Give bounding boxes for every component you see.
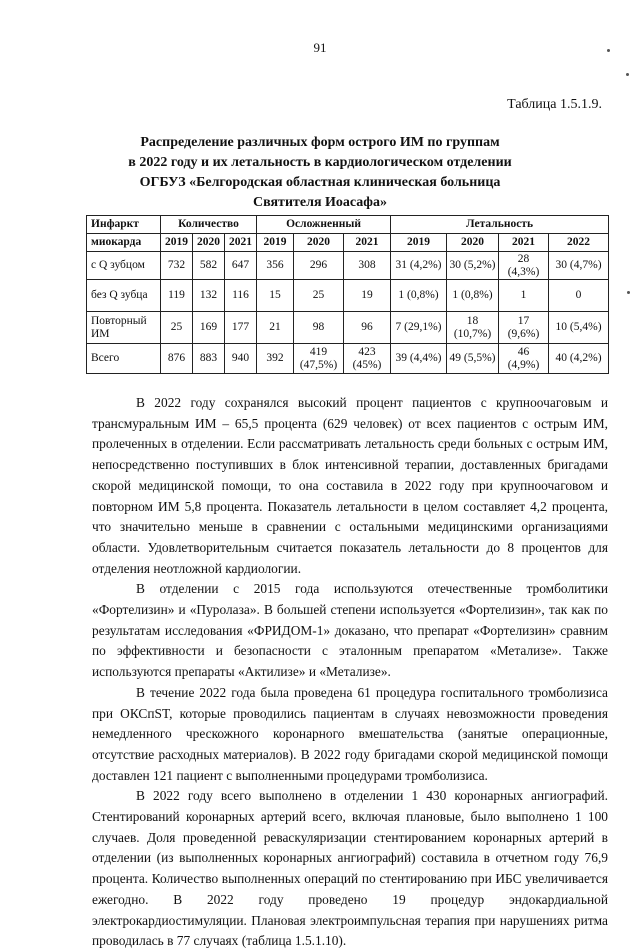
row-label: без Q зубца [87, 280, 161, 312]
header-complicated: Осложненный [257, 216, 391, 234]
row-label: с Q зубцом [87, 252, 161, 280]
table-cell: 0 [549, 280, 609, 312]
table-cell: 1 [499, 280, 549, 312]
year-cell: 2021 [344, 234, 391, 252]
year-cell: 2021 [499, 234, 549, 252]
paragraph: В течение 2022 года была проведена 61 процедура госпитального тромболизиса при ОКСпST, которые проводились пациентам в случаях невозможности проведения немедленного чрескожного коронарного вмешательства (занятые операционные, отсутствие расходных материалов). В 2022 году бригадами скорой медицинской помощи доставлен 121 пациент с выполненными процедурами тромболизиса. [92, 684, 608, 783]
table-cell: 18 (10,7%) [447, 312, 499, 344]
year-cell: 2021 [225, 234, 257, 252]
table-cell: 423 (45%) [344, 344, 391, 374]
table-cell: 1 (0,8%) [391, 280, 447, 312]
table-cell: 116 [225, 280, 257, 312]
scan-speck [607, 49, 610, 52]
year-cell: 2019 [391, 234, 447, 252]
paragraph: В 2022 году сохранялся высокий процент пациентов с крупноочаговым и трансмуральным ИМ – 65,5 процента (629 человек) от всех пациентов с острым ИМ, пролеченных в отделении. Если рассматривать летальность среди больных с острым ИМ, непосредственно поступивших в блок интенсивной терапии, доставленных бригадами скорой медицинской помощи, то она составила в 2022 году при крупноочаговом и повторном ИМ 5,8 процента. Показатель летальности в целом составляет 4,2 процента, что значительно меньше в сравнении с остальными медицинскими организациями области. Удовлетворительным считается показатель летальности до 8 процентов для отделения неотложной кардиологии. [92, 395, 608, 576]
table-cell: 10 (5,4%) [549, 312, 609, 344]
table-cell: 1 (0,8%) [447, 280, 499, 312]
table-cell: 25 [161, 312, 193, 344]
table-cell: 177 [225, 312, 257, 344]
page-number: 91 [313, 40, 327, 55]
table-cell: 647 [225, 252, 257, 280]
row-label: Повторный ИМ [87, 312, 161, 344]
table-cell: 28 (4,3%) [499, 252, 549, 280]
title-line: Распределение различных форм острого ИМ по группам [140, 135, 500, 150]
header-mortality: Летальность [391, 216, 609, 234]
table-cell: 30 (5,2%) [447, 252, 499, 280]
year-cell: 2022 [549, 234, 609, 252]
body-text [92, 393, 608, 952]
table-cell: 15 [257, 280, 294, 312]
row-label: Всего [87, 344, 161, 374]
table-cell: 21 [257, 312, 294, 344]
table-cell: 7 (29,1%) [391, 312, 447, 344]
table-cell: 30 (4,7%) [549, 252, 609, 280]
table-cell: 19 [344, 280, 391, 312]
year-cell: 2020 [447, 234, 499, 252]
year-cell: 2019 [161, 234, 193, 252]
table-title [60, 133, 580, 213]
year-cell: 2019 [257, 234, 294, 252]
table-cell: 308 [344, 252, 391, 280]
table-caption: Таблица 1.5.1.9. [507, 97, 602, 112]
title-line: Святителя Иоасафа» [253, 195, 387, 210]
table-row [87, 344, 609, 374]
table-cell: 31 (4,2%) [391, 252, 447, 280]
header-myocardium: миокарда [87, 234, 161, 252]
table-cell: 49 (5,5%) [447, 344, 499, 374]
table-cell: 940 [225, 344, 257, 374]
table-cell: 40 (4,2%) [549, 344, 609, 374]
scan-speck [626, 73, 629, 76]
table-cell: 96 [344, 312, 391, 344]
table-row [87, 312, 609, 344]
table-cell: 883 [193, 344, 225, 374]
table-cell: 356 [257, 252, 294, 280]
table-cell: 119 [161, 280, 193, 312]
table-row [87, 280, 609, 312]
table-cell: 17 (9,6%) [499, 312, 549, 344]
table-cell: 46 (4,9%) [499, 344, 549, 374]
title-line: ОГБУЗ «Белгородская областная клиническая больница [139, 175, 501, 190]
table-cell: 169 [193, 312, 225, 344]
table-cell: 419 (47,5%) [294, 344, 344, 374]
year-cell: 2020 [294, 234, 344, 252]
table-cell: 25 [294, 280, 344, 312]
header-infarction: Инфаркт [87, 216, 161, 234]
table-cell: 392 [257, 344, 294, 374]
table-cell: 582 [193, 252, 225, 280]
mortality-table [86, 215, 609, 374]
header-quantity: Количество [161, 216, 257, 234]
table-row [87, 252, 609, 280]
table-cell: 732 [161, 252, 193, 280]
table-cell: 876 [161, 344, 193, 374]
paragraph: В отделении с 2015 года используются отечественные тромболитики «Фортелизин» и «Пуролаза». В большей степени используется «Фортелизин», так как по результатам исследования «ФРИДОМ-1» доказано, что препарат «Фортелизин» сравним по эффективности и безопасности с эталонным препаратом «Метализе». Также используются препараты «Актилизе» и «Метализе». [92, 581, 608, 680]
table-cell: 39 (4,4%) [391, 344, 447, 374]
table-cell: 98 [294, 312, 344, 344]
table-cell: 132 [193, 280, 225, 312]
scan-speck [627, 291, 630, 294]
table-cell: 296 [294, 252, 344, 280]
paragraph: В 2022 году всего выполнено в отделении 1 430 коронарных ангиографий. Стентирований коронарных артерий всего, включая плановые, было выполнено 1 100 случаев. Доля проведенной реваскуляризации стентированием коронарных артерий в отделении (из выполненных коронарных ангиографий) составила в отчетном году 76,9 процента. Количество выполненных операций по стентированию при ИБС увеличивается ежегодно. В 2022 году проведено 19 процедур эндокардиальной электрокардиостимуляции. Плановая электроимпульсная терапия при нарушениях ритма проводилась в 77 случаях (таблица 1.5.1.10). [92, 788, 608, 949]
year-cell: 2020 [193, 234, 225, 252]
title-line: в 2022 году и их летальность в кардиологическом отделении [128, 155, 512, 170]
